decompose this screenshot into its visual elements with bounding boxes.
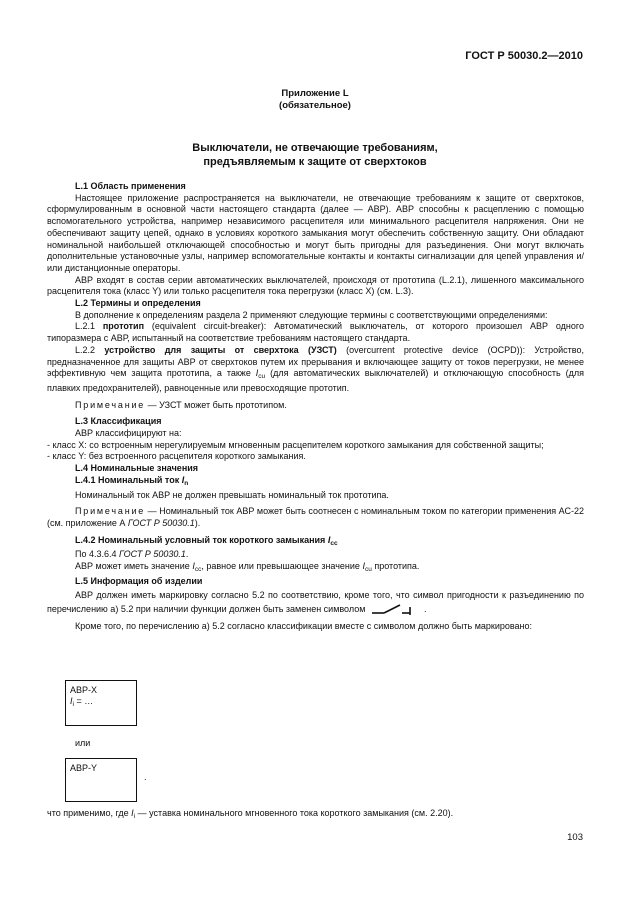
period: .	[185, 549, 189, 560]
symbol-i: I	[192, 561, 195, 572]
subscript: i	[72, 701, 74, 708]
text: , равное или превышающее значение	[201, 561, 360, 572]
note-label: Примечание	[75, 506, 146, 517]
main-title	[0, 141, 630, 169]
appendix-title: Приложение L	[281, 88, 349, 99]
text: АВР может иметь значение	[75, 561, 190, 572]
page-number: 103	[567, 832, 583, 843]
text: — уставка номинального мгновенного тока короткого замыкания (см. 2.20).	[137, 808, 454, 818]
heading-text: L.4.1 Номинальный ток	[75, 474, 180, 485]
box-value	[70, 696, 132, 710]
definition-text: (equivalent circuit-breaker): Автоматический выключатель, от которого произошел АВР одного типоразмера с АВР, испытанный на соответствие требованиям настоящего стандарта.	[47, 321, 584, 344]
definition-l21	[47, 321, 584, 344]
main-title-line2: предъявляемым к защите от сверхтоков	[203, 156, 427, 168]
paragraph	[47, 549, 584, 561]
note-text: — УЗСТ может быть прототипом.	[147, 399, 287, 410]
box-label: АВР-X	[70, 685, 98, 695]
paragraph: Кроме того, по перечислению а) 5.2 согласно классификации вместе с символом должно быть маркировано:	[75, 620, 533, 631]
paragraph: АВР классифицируют на:	[75, 428, 182, 439]
term: устройство для защиты от сверхтока (УЗСТ)	[104, 344, 337, 355]
paragraph: АВР входят в состав серии автоматических выключателей, происходя от прототипа (L.2.1), лишенного максимального расцепителя тока (класс Y) или только расцепителя тока перегрузки (класс X) (см. L.3).	[47, 274, 584, 297]
symbol-i: I	[131, 808, 134, 818]
or-text: или	[75, 738, 91, 748]
paragraph	[47, 561, 584, 576]
section-l3-heading: L.3 Классификация	[75, 416, 162, 427]
subscript: n	[184, 479, 189, 487]
section-l42-heading	[47, 535, 584, 550]
heading-text: L.4.2 Номинальный условный ток короткого замыкания	[75, 534, 326, 545]
marking-box-x	[65, 680, 137, 726]
standard-ref: ГОСТ Р 50030.1	[119, 549, 186, 560]
definition-l22	[47, 345, 584, 395]
symbol-i: I	[70, 696, 73, 706]
standard-header: ГОСТ Р 50030.2—2010	[465, 50, 583, 62]
final-sentence	[47, 808, 453, 820]
appendix-status: (обязательное)	[279, 100, 351, 111]
period: .	[423, 603, 427, 614]
marking-box-y	[65, 758, 137, 802]
note-text: — Номинальный ток АВР может быть соотнесен с номинальным током по категории применения АС-22 (см. приложение А	[47, 506, 584, 528]
definition-text: (для автоматических выключателей) и отключающую способность (для плавких предохранителей), равноценные или превосходящие прототип.	[47, 368, 584, 393]
list-item: - класс Y: без встроенного расцепителя короткого замыкания.	[47, 451, 306, 462]
symbol-i: I	[327, 534, 331, 545]
box-label: АВР-Y	[70, 763, 98, 773]
section-l1-heading: L.1 Область применения	[75, 181, 186, 191]
text: АВР должен иметь маркировку согласно 5.2 по соответствию, кроме того, что символ пригодности к разъединению по перечислению а) 5.2 при наличии функции должен быть заменен символом	[47, 589, 584, 614]
term: прототип	[102, 321, 145, 332]
appendix-heading	[0, 88, 630, 112]
text: По 4.3.6.4	[75, 549, 117, 560]
note-end: ).	[194, 517, 201, 528]
subscript: cu	[364, 566, 372, 574]
period: .	[144, 772, 147, 782]
note-label: Примечание	[75, 399, 146, 410]
paragraph: Настоящее приложение распространяется на выключатели, не отвечающие требованиям к защите от сверхтоков, сформулированным в основной части настоящего стандарта (далее — АВР). АВР способны к расцеплению с помощью вспомогательного устройства, например независимого расцепителя или минимального расцепителя напряжения. Они не обеспечивают защиту цепей, однако в условиях короткого замыкания могут обеспечить собственную защиту. Они обладают номинальной наибольшей отключающей способностью и могут быть пригодны для разъединения. Они могут включать дополнительные установочные узлы, например вспомогательные контакты и контакты сигнализации для цепей управления и/или дистанционные операторы.	[47, 192, 584, 273]
subscript: cc	[194, 566, 202, 574]
text: что применимо, где	[47, 808, 129, 818]
clause-number: L.2.1	[75, 321, 96, 332]
clause-number: L.2.2	[75, 344, 96, 355]
paragraph	[47, 588, 584, 616]
definition-text: (overcurrent protective device (OCPD)): Устройство, предназначенное для защиты АВР от сверхтоков путем их прерывания и включающее защиту от токов перегрузки, не менее эффективную чем защита прототипа, а также	[47, 344, 584, 379]
paragraph: Номинальный ток АВР не должен превышать номинальный ток прототипа.	[75, 489, 389, 500]
symbol-i: I	[362, 561, 365, 572]
subscript: i	[133, 813, 136, 820]
paragraph: В дополнение к определениям раздела 2 применяют следующие термины с соответствующими определениями:	[75, 309, 548, 320]
text: прототипа.	[374, 561, 420, 572]
subscript: cc	[330, 539, 338, 547]
subscript: cu	[258, 373, 266, 381]
standard-ref: ГОСТ Р 50030.1	[127, 517, 195, 528]
disconnector-symbol-icon	[372, 602, 418, 616]
symbol-i: I	[255, 368, 259, 379]
note-2	[47, 506, 584, 529]
note-1	[47, 400, 584, 412]
list-item: - класс X: со встроенным нерегулируемым мгновенным расцепителем короткого замыкания для собственной защиты;	[47, 439, 544, 450]
section-l2-heading: L.2 Термины и определения	[75, 298, 201, 309]
symbol-i: I	[181, 474, 185, 485]
section-l4-heading: L.4 Номинальные значения	[75, 463, 199, 474]
main-title-line1: Выключатели, не отвечающие требованиям,	[192, 142, 438, 154]
section-l5-heading: L.5 Информация об изделии	[75, 575, 203, 586]
body-text	[47, 181, 584, 632]
text: = …	[76, 696, 94, 706]
section-l41-heading	[47, 475, 584, 490]
